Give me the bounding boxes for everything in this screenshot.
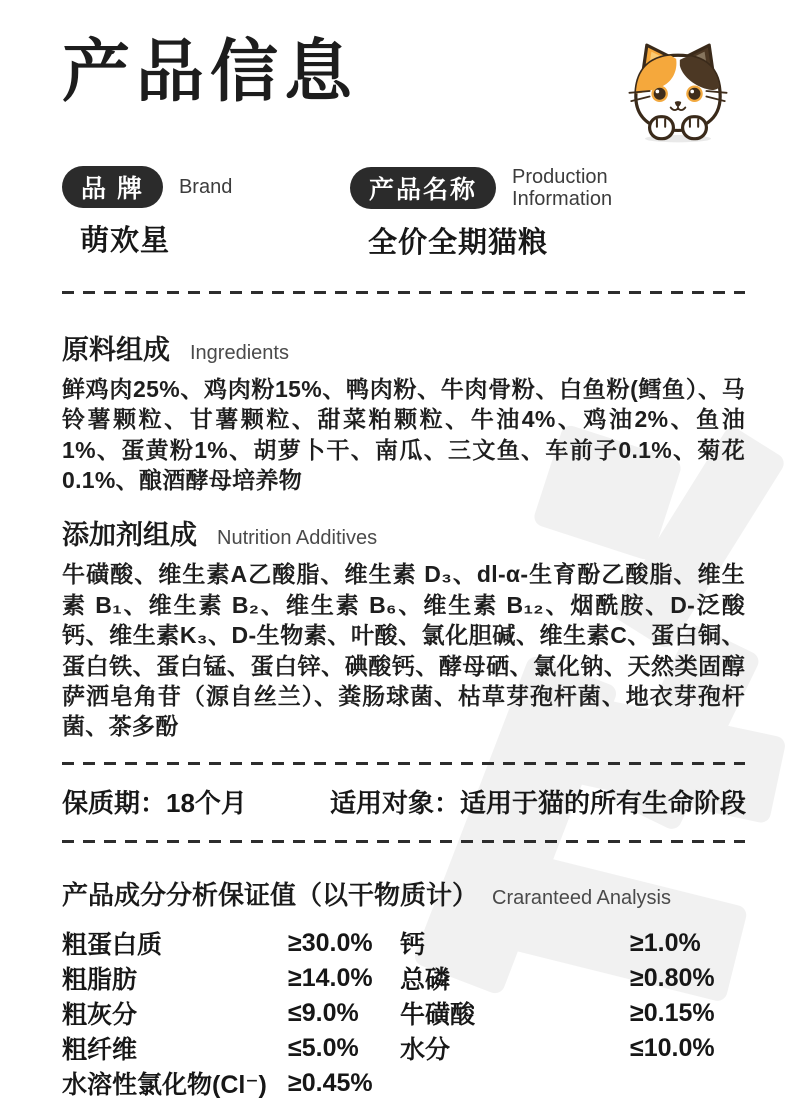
- analysis-label: 牛磺酸: [400, 1001, 476, 1030]
- cat-mascot-icon: [623, 36, 733, 146]
- target-audience: 适用对象：适用于猫的所有生命阶段: [330, 787, 747, 818]
- analysis-value: ≥0.15%: [630, 998, 715, 1027]
- table-row: [62, 1031, 745, 1066]
- analysis-label: 钙: [400, 931, 426, 960]
- product-name-pill: 产品名称: [350, 167, 496, 209]
- analysis-title-en: Craranteed Analysis: [492, 886, 671, 909]
- table-row: [62, 1066, 745, 1101]
- analysis-value: ≤5.0%: [288, 1033, 359, 1062]
- table-row: [62, 996, 745, 1031]
- page-title: 产品信息: [62, 34, 359, 110]
- analysis-value: ≥1.0%: [630, 928, 701, 957]
- shelf-target-row: [62, 783, 745, 820]
- analysis-label: 粗脂肪: [62, 966, 138, 995]
- brand-en-label: Brand: [178, 176, 233, 198]
- analysis-title: 产品成分分析保证值（以干物质计）: [62, 879, 479, 910]
- ingredients-title: 原料组成: [62, 335, 170, 365]
- brand-product-row: [62, 166, 745, 261]
- analysis-label: 粗蛋白质: [62, 931, 163, 960]
- brand-pill: 品 牌: [62, 166, 163, 208]
- product-en-label: Production Information: [512, 166, 613, 210]
- analysis-value: ≥0.80%: [630, 963, 715, 992]
- additives-title-en: Nutrition Additives: [217, 527, 378, 550]
- analysis-label: 总磷: [400, 966, 451, 995]
- table-row: [62, 961, 745, 996]
- additives-text: 牛磺酸、维生素A乙酸脂、维生素 D₃、dl-α-生育酚乙酸脂、维生素 B₁、维生素 B₂、维生素 B₆、维生素 B₁₂、烟酰胺、D-泛酸钙、维生素K₃、D-生物素、叶酸、氯化胆碱、维生素C、蛋白铜、蛋白铁、蛋白锰、蛋白锌、碘酸钙、酵母硒、氯化钠、天然类固醇萨洒皂角苷（源自丝兰）、粪肠球菌、枯草芽孢杆菌、地衣芽孢杆菌、茶多酚: [62, 561, 745, 740]
- ingredients-text: 鲜鸡肉25%、鸡肉粉15%、鸭肉粉、牛肉骨粉、白鱼粉(鳕鱼）、马铃薯颗粒、甘薯颗粒、甜菜粕颗粒、牛油4%、鸡油2%、鱼油1%、蛋黄粉1%、胡萝卜干、南瓜、三文鱼、车前子0.1%、菊花0.1%、酿酒酵母培养物: [62, 376, 745, 494]
- dashed-divider: [62, 291, 745, 294]
- shelf-life: 保质期：18个月: [62, 787, 247, 818]
- analysis-value: ≤9.0%: [288, 998, 359, 1027]
- brand-value: 萌欢星: [80, 225, 171, 257]
- ingredients-title-en: Ingredients: [190, 342, 289, 364]
- header: [62, 36, 745, 152]
- table-row: [62, 926, 745, 961]
- analysis-table: [62, 926, 745, 1101]
- brand-block: [62, 166, 350, 261]
- analysis-heading: [62, 875, 745, 912]
- product-block: [350, 166, 745, 261]
- dashed-divider: [62, 762, 745, 765]
- analysis-value: ≤10.0%: [630, 1033, 715, 1062]
- analysis-value: ≥30.0%: [288, 928, 373, 957]
- analysis-label: 粗灰分: [62, 1001, 138, 1030]
- analysis-value: ≥0.45%: [288, 1068, 373, 1097]
- analysis-label: 水分: [400, 1036, 451, 1065]
- additives-title: 添加剂组成: [62, 520, 197, 551]
- dashed-divider: [62, 840, 745, 843]
- additives-heading: [62, 513, 745, 552]
- analysis-label: 粗纤维: [62, 1036, 138, 1065]
- ingredients-heading: [62, 328, 745, 367]
- analysis-label: 水溶性氯化物(Cl⁻): [62, 1071, 267, 1100]
- product-value: 全价全期猫粮: [368, 227, 549, 259]
- analysis-value: ≥14.0%: [288, 963, 373, 992]
